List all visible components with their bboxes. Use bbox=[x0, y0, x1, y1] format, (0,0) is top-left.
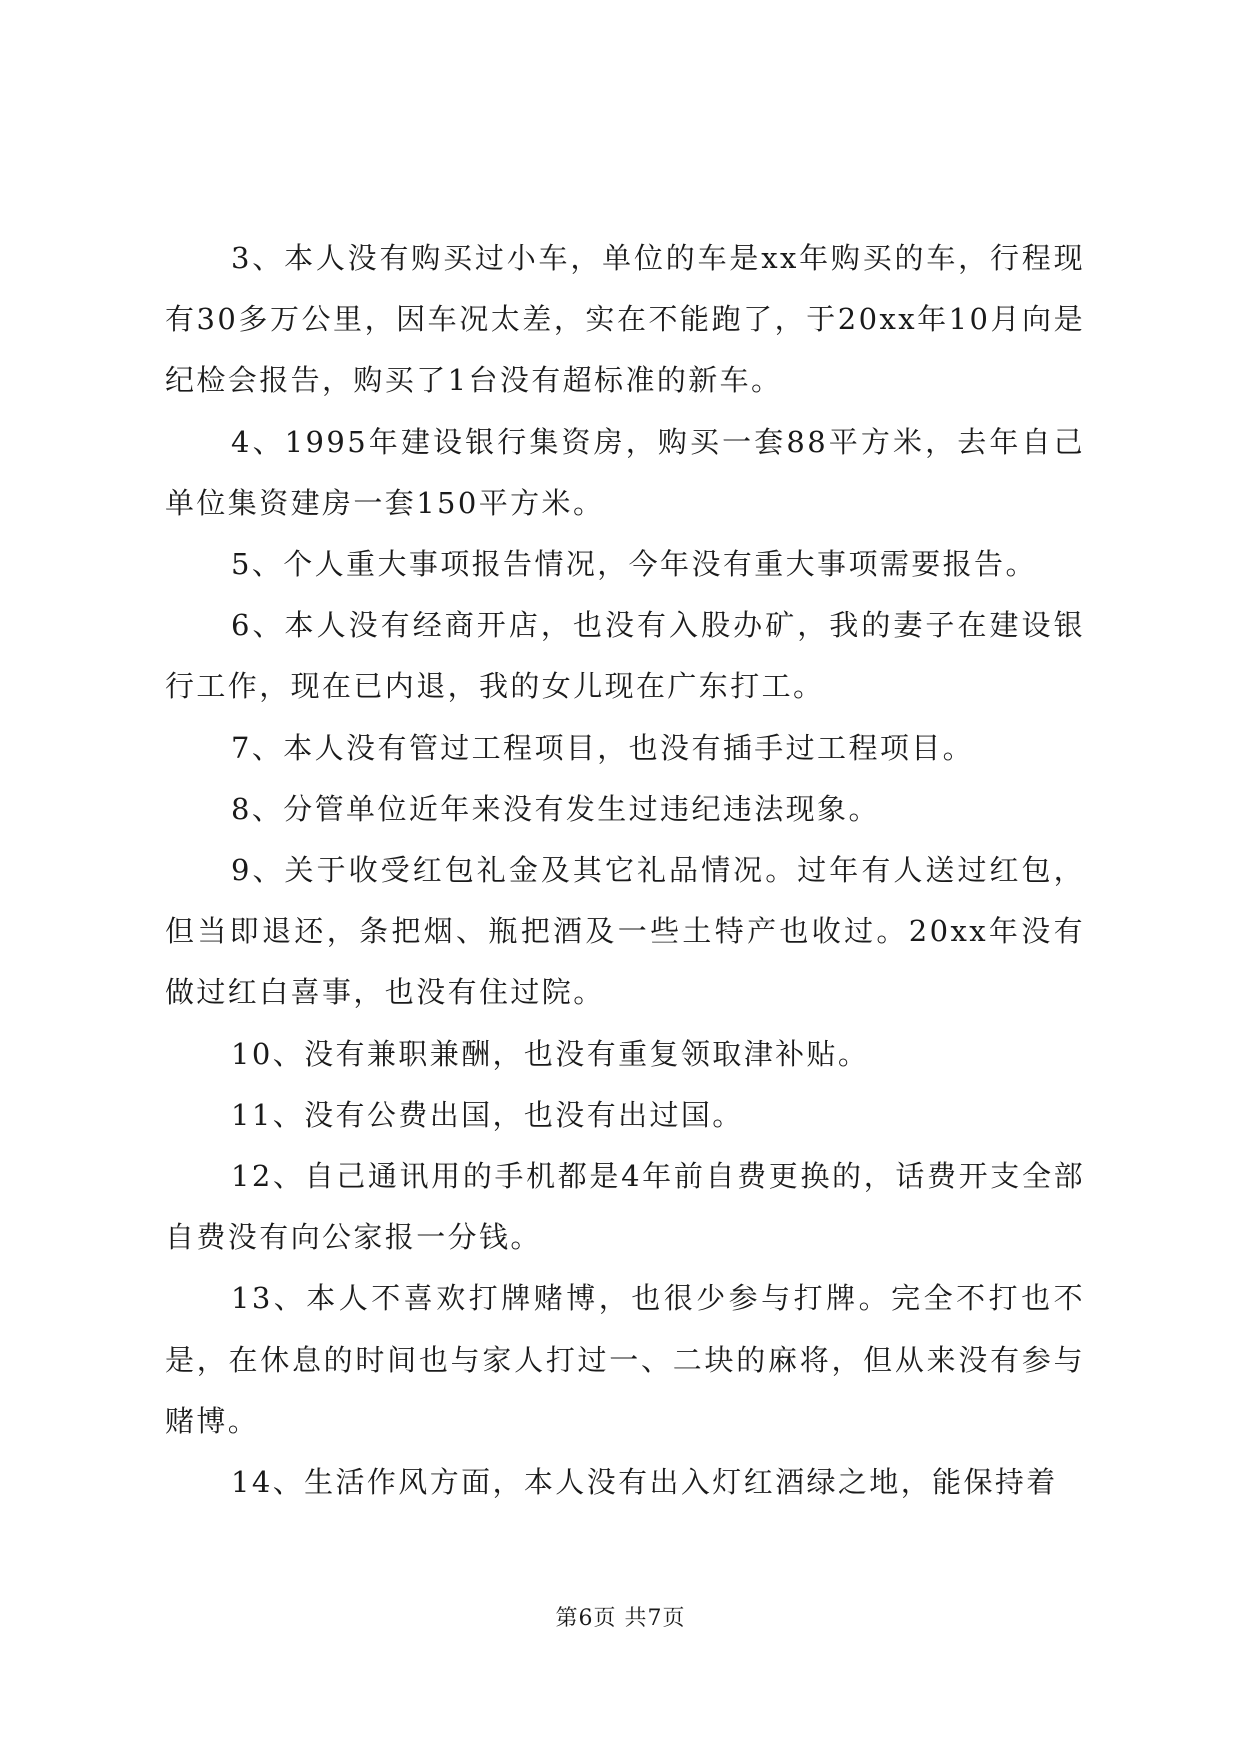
page-number-footer: 第6页 共7页 bbox=[555, 1606, 686, 1631]
paragraph-14: 14、生活作风方面，本人没有出入灯红酒绿之地，能保持着 bbox=[231, 1465, 1058, 1500]
paragraph-9: 9、关于收受红包礼金及其它礼品情况。过年有人送过红包，但当即退还，条把烟、瓶把酒及一些土特产也收过。20xx年没有做过红白喜事，也没有住过院。 bbox=[165, 853, 1085, 1010]
paragraph-13: 13、本人不喜欢打牌赌博，也很少参与打牌。完全不打也不是，在休息的时间也与家人打过一、二块的麻将，但从来没有参与赌博。 bbox=[165, 1281, 1085, 1438]
paragraph-12: 12、自己通讯用的手机都是4年前自费更换的，话费开支全部自费没有向公家报一分钱。 bbox=[165, 1159, 1085, 1255]
document-body bbox=[165, 228, 1085, 1513]
paragraph-4: 4、1995年建设银行集资房，购买一套88平方米，去年自己单位集资建房一套150平方米。 bbox=[165, 424, 1085, 520]
paragraph-8: 8、分管单位近年来没有发生过违纪违法现象。 bbox=[231, 791, 880, 826]
paragraph-5: 5、个人重大事项报告情况，今年没有重大事项需要报告。 bbox=[231, 547, 1037, 582]
paragraph-6: 6、本人没有经商开店，也没有入股办矿，我的妻子在建设银行工作，现在已内退，我的女儿现在广东打工。 bbox=[165, 608, 1085, 704]
paragraph-7: 7、本人没有管过工程项目，也没有插手过工程项目。 bbox=[231, 730, 975, 765]
paragraph-3: 3、本人没有购买过小车，单位的车是xx年购买的车，行程现有30多万公里，因车况太差，实在不能跑了，于20xx年10月向是纪检会报告，购买了1台没有超标准的新车。 bbox=[165, 241, 1085, 398]
paragraph-11: 11、没有公费出国，也没有出过国。 bbox=[231, 1097, 744, 1132]
paragraph-10: 10、没有兼职兼酬，也没有重复领取津补贴。 bbox=[231, 1036, 870, 1071]
